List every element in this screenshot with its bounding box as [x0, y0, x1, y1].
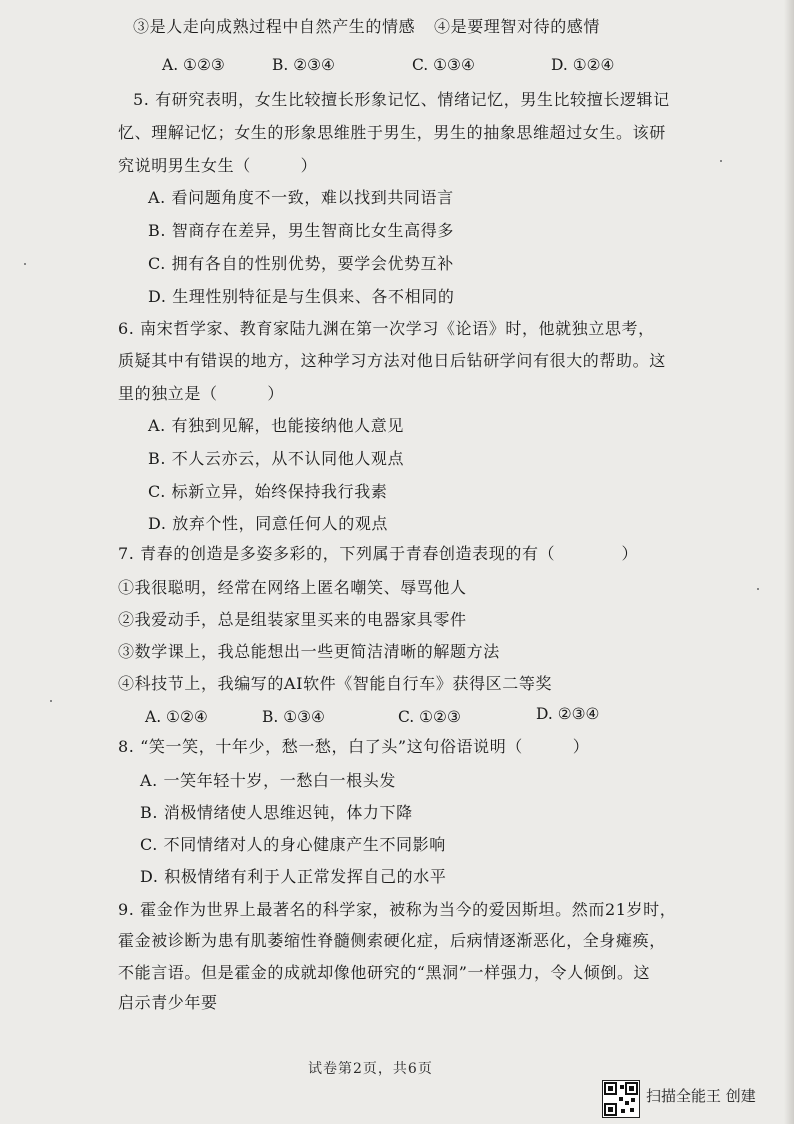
q8-option-a: A. 一笑年轻十岁，一愁白一根头发	[140, 771, 396, 790]
q7-option-c: C. ①②③	[398, 708, 461, 726]
q4-item-4: ④是要理智对待的感情	[434, 17, 601, 36]
q6-option-c: C. 标新立异，始终保持我行我素	[148, 482, 388, 501]
q7-item-2: ②我爱动手，总是组装家里买来的电器家具零件	[118, 610, 467, 629]
q7-item-1: ①我很聪明，经常在网络上匿名嘲笑、辱骂他人	[118, 578, 467, 597]
scan-speck	[720, 160, 722, 162]
q4-option-a: A. ①②③	[162, 56, 225, 74]
q7-item-3: ③数学课上，我总能想出一些更简洁清晰的解题方法	[118, 642, 500, 661]
q6-option-b: B. 不人云亦云，从不认同他人观点	[148, 449, 405, 468]
scan-speck	[50, 700, 52, 702]
q7-stem: 7. 青春的创造是多姿多彩的，下列属于青春创造表现的有（ ）	[118, 544, 639, 563]
q5-option-b: B. 智商存在差异，男生智商比女生高得多	[148, 221, 454, 240]
q9-stem-3: 不能言语。但是霍金的成就却像他研究的“黑洞”一样强力，令人倾倒。这	[118, 963, 651, 982]
q7-option-a: A. ①②④	[145, 708, 208, 726]
qr-code-icon	[602, 1080, 640, 1118]
q5-stem-3: 究说明男生女生（ ）	[118, 156, 318, 175]
q8-stem: 8. “笑一笑，十年少，愁一愁，白了头”这句俗语说明（ ）	[118, 737, 590, 756]
scan-speck	[757, 588, 759, 590]
scanner-brand-label: 扫描全能王 创建	[646, 1087, 756, 1105]
q7-option-d: D. ②③④	[536, 705, 600, 723]
q4-item-3: ③是人走向成熟过程中自然产生的情感	[133, 17, 416, 36]
q8-option-c: C. 不同情绪对人的身心健康产生不同影响	[140, 835, 446, 854]
q6-option-a: A. 有独到见解，也能接纳他人意见	[148, 416, 404, 435]
q9-stem-1: 9. 霍金作为世界上最著名的科学家，被称为当今的爱因斯坦。然而21岁时，	[118, 900, 677, 919]
q9-stem-2: 霍金被诊断为患有肌萎缩性脊髓侧索硬化症，后病情逐渐恶化，全身瘫痪，	[118, 931, 666, 950]
q4-option-b: B. ②③④	[272, 56, 335, 74]
q5-option-c: C. 拥有各自的性别优势，要学会优势互补	[148, 254, 454, 273]
q6-stem-2: 质疑其中有错误的地方，这种学习方法对他日后钻研学问有很大的帮助。这	[118, 351, 666, 370]
q9-stem-4: 启示青少年要	[118, 993, 218, 1012]
q6-option-d: D. 放弃个性，同意任何人的观点	[148, 514, 389, 533]
q8-option-b: B. 消极情绪使人思维迟钝，体力下降	[140, 803, 413, 822]
q5-option-a: A. 看问题角度不一致，难以找到共同语言	[148, 188, 454, 207]
q5-stem-2: 忆、理解记忆；女生的形象思维胜于男生，男生的抽象思维超过女生。该研	[118, 123, 666, 142]
q7-option-b: B. ①③④	[262, 708, 325, 726]
q6-stem-3: 里的独立是（ ）	[118, 384, 285, 403]
q4-option-d: D. ①②④	[551, 56, 615, 74]
q5-option-d: D. 生理性别特征是与生俱来、各不相同的	[148, 287, 455, 306]
page-footer: 试卷第2页，共6页	[308, 1061, 433, 1077]
page-edge-shadow	[784, 0, 794, 1124]
q5-stem-1: 5. 有研究表明，女生比较擅长形象记忆、情绪记忆，男生比较擅长逻辑记	[133, 90, 670, 109]
q8-option-d: D. 积极情绪有利于人正常发挥自己的水平	[140, 867, 447, 886]
q4-option-c: C. ①③④	[412, 56, 475, 74]
scan-speck	[24, 263, 26, 265]
q6-stem-1: 6. 南宋哲学家、教育家陆九渊在第一次学习《论语》时，他就独立思考，	[118, 319, 655, 338]
q7-item-4: ④科技节上，我编写的AI软件《智能自行车》获得区二等奖	[118, 674, 553, 693]
